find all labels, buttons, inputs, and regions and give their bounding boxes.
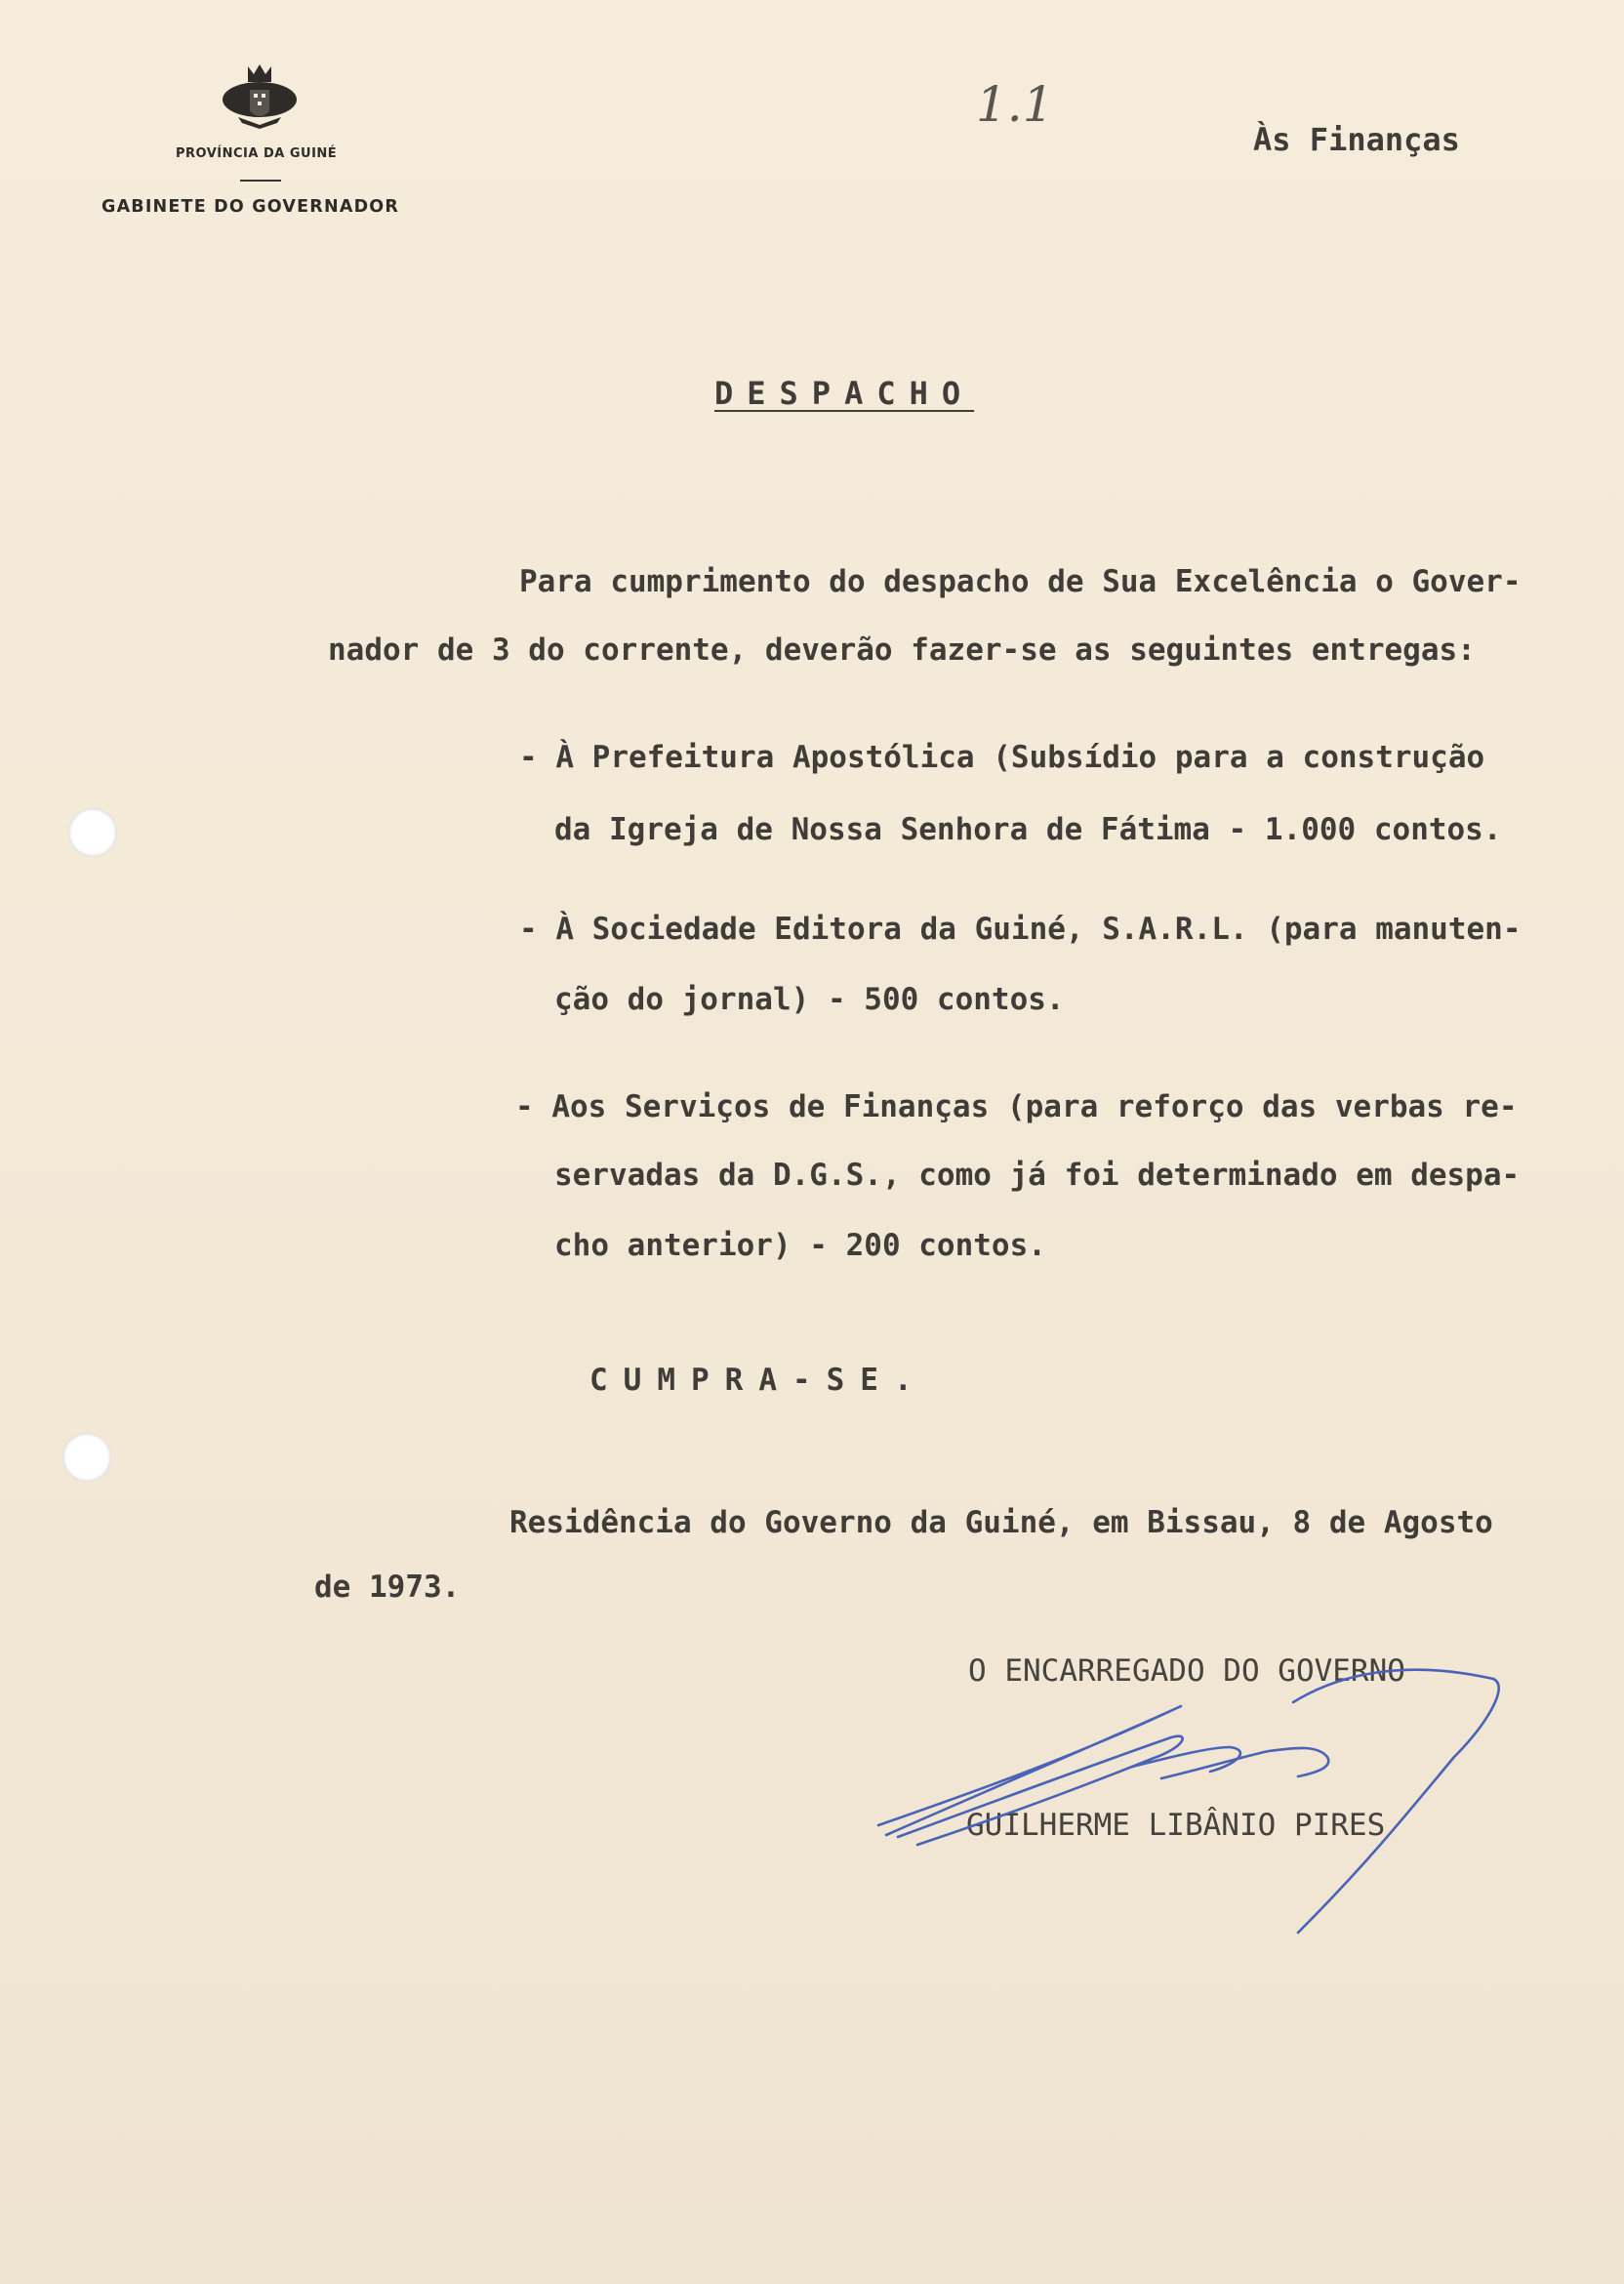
list-item-line: da Igreja de Nossa Senhora de Fátima - 1.000 contos. (554, 812, 1502, 847)
handwritten-signature (859, 1601, 1522, 1942)
punch-hole (62, 1433, 111, 1482)
intro-line: nador de 3 do corrente, deverão fazer-se as seguintes entregas: (328, 632, 1476, 668)
document-title: DESPACHO (714, 375, 975, 412)
dateline-year: de 1973. (314, 1570, 461, 1605)
coat-of-arms-icon (219, 61, 301, 129)
punch-hole (68, 808, 117, 857)
signer-role: O ENCARREGADO DO GOVERNO (968, 1653, 1405, 1689)
list-item-line: ção do jornal) - 500 contos. (554, 982, 1065, 1017)
list-item-line: - À Prefeitura Apostólica (Subsídio para a construção (519, 740, 1485, 775)
signer-name: GUILHERME LIBÂNIO PIRES (966, 1808, 1386, 1843)
list-item-line: - À Sociedade Editora da Guiné, S.A.R.L. (para manuten- (519, 912, 1522, 947)
intro-line: Para cumprimento do despacho de Sua Excelência o Gover- (519, 564, 1522, 599)
reference-mark: 1.1 (976, 76, 1054, 133)
dateline: Residência do Governo da Guiné, em Bissau, 8 de Agosto (509, 1505, 1493, 1540)
office-heading: GABINETE DO GOVERNADOR (102, 197, 400, 217)
divider (240, 180, 281, 182)
addressee: Às Finanças (1253, 121, 1460, 158)
closing-order: CUMPRA-SE. (589, 1363, 928, 1398)
province-heading: PROVÍNCIA DA GUINÉ (176, 146, 338, 161)
list-item-line: - Aos Serviços de Finanças (para reforço das verbas re- (515, 1089, 1518, 1124)
list-item-line: cho anterior) - 200 contos. (554, 1228, 1046, 1263)
list-item-line: servadas da D.G.S., como já foi determinado em despa- (554, 1158, 1521, 1193)
